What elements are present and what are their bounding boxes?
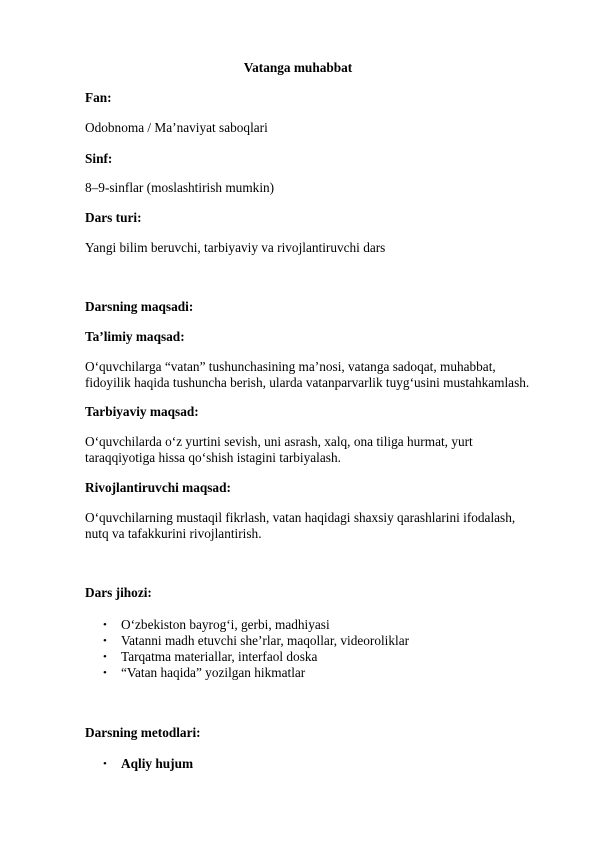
bullet-icon: • xyxy=(103,758,107,770)
rivojlantiruvchi-line: nutq va tafakkurini rivojlantirish. xyxy=(85,526,262,541)
talimiy-line: fidoyilik haqida tushuncha berish, ularda vatanparvarlik tuyg‘usini mustahkamlash. xyxy=(85,375,530,390)
jihoz-item: Vatanni madh etuvchi she’rlar, maqollar, videoroliklar xyxy=(121,633,410,648)
talimiy-line: O‘quvchilarga “vatan” tushunchasining ma’nosi, vatanga sadoqat, muhabbat, xyxy=(85,359,496,374)
jihoz-item: “Vatan haqida” yozilgan hikmatlar xyxy=(121,665,306,680)
rivojlantiruvchi-line: O‘quvchilarning mustaqil fikrlash, vatan haqidagi shaxsiy qarashlarini ifodalash, xyxy=(85,510,516,525)
bullet-icon: • xyxy=(103,651,107,663)
document-title: Vatanga muhabbat xyxy=(243,60,353,75)
talimiy-label: Ta’limiy maqsad: xyxy=(85,329,185,344)
sinf-label: Sinf: xyxy=(85,151,113,166)
metod-item: Aqliy hujum xyxy=(121,756,194,771)
metod-heading: Darsning metodlari: xyxy=(85,725,201,740)
bullet-icon: • xyxy=(103,619,107,631)
fan-label: Fan: xyxy=(85,90,112,105)
sinf-value: 8–9-sinflar (moslashtirish mumkin) xyxy=(85,180,275,195)
tarbiyaviy-label: Tarbiyaviy maqsad: xyxy=(85,404,199,419)
fan-value: Odobnoma / Ma’naviyat saboqlari xyxy=(85,120,268,135)
bullet-icon: • xyxy=(103,635,107,647)
maqsad-heading: Darsning maqsadi: xyxy=(85,299,194,314)
dars-turi-label: Dars turi: xyxy=(85,210,142,225)
dars-turi-value: Yangi bilim beruvchi, tarbiyaviy va rivojlantiruvchi dars xyxy=(85,240,386,255)
tarbiyaviy-line: O‘quvchilarda o‘z yurtini sevish, uni asrash, xalq, ona tiliga hurmat, yurt xyxy=(85,434,473,449)
jihoz-heading: Dars jihozi: xyxy=(85,585,152,600)
rivojlantiruvchi-label: Rivojlantiruvchi maqsad: xyxy=(85,480,231,495)
tarbiyaviy-line: taraqqiyotiga hissa qo‘shish istagini tarbiyalash. xyxy=(85,450,341,465)
jihoz-item: O‘zbekiston bayrog‘i, gerbi, madhiyasi xyxy=(121,617,330,632)
jihoz-item: Tarqatma materiallar, interfaol doska xyxy=(121,649,318,664)
bullet-icon: • xyxy=(103,667,107,679)
